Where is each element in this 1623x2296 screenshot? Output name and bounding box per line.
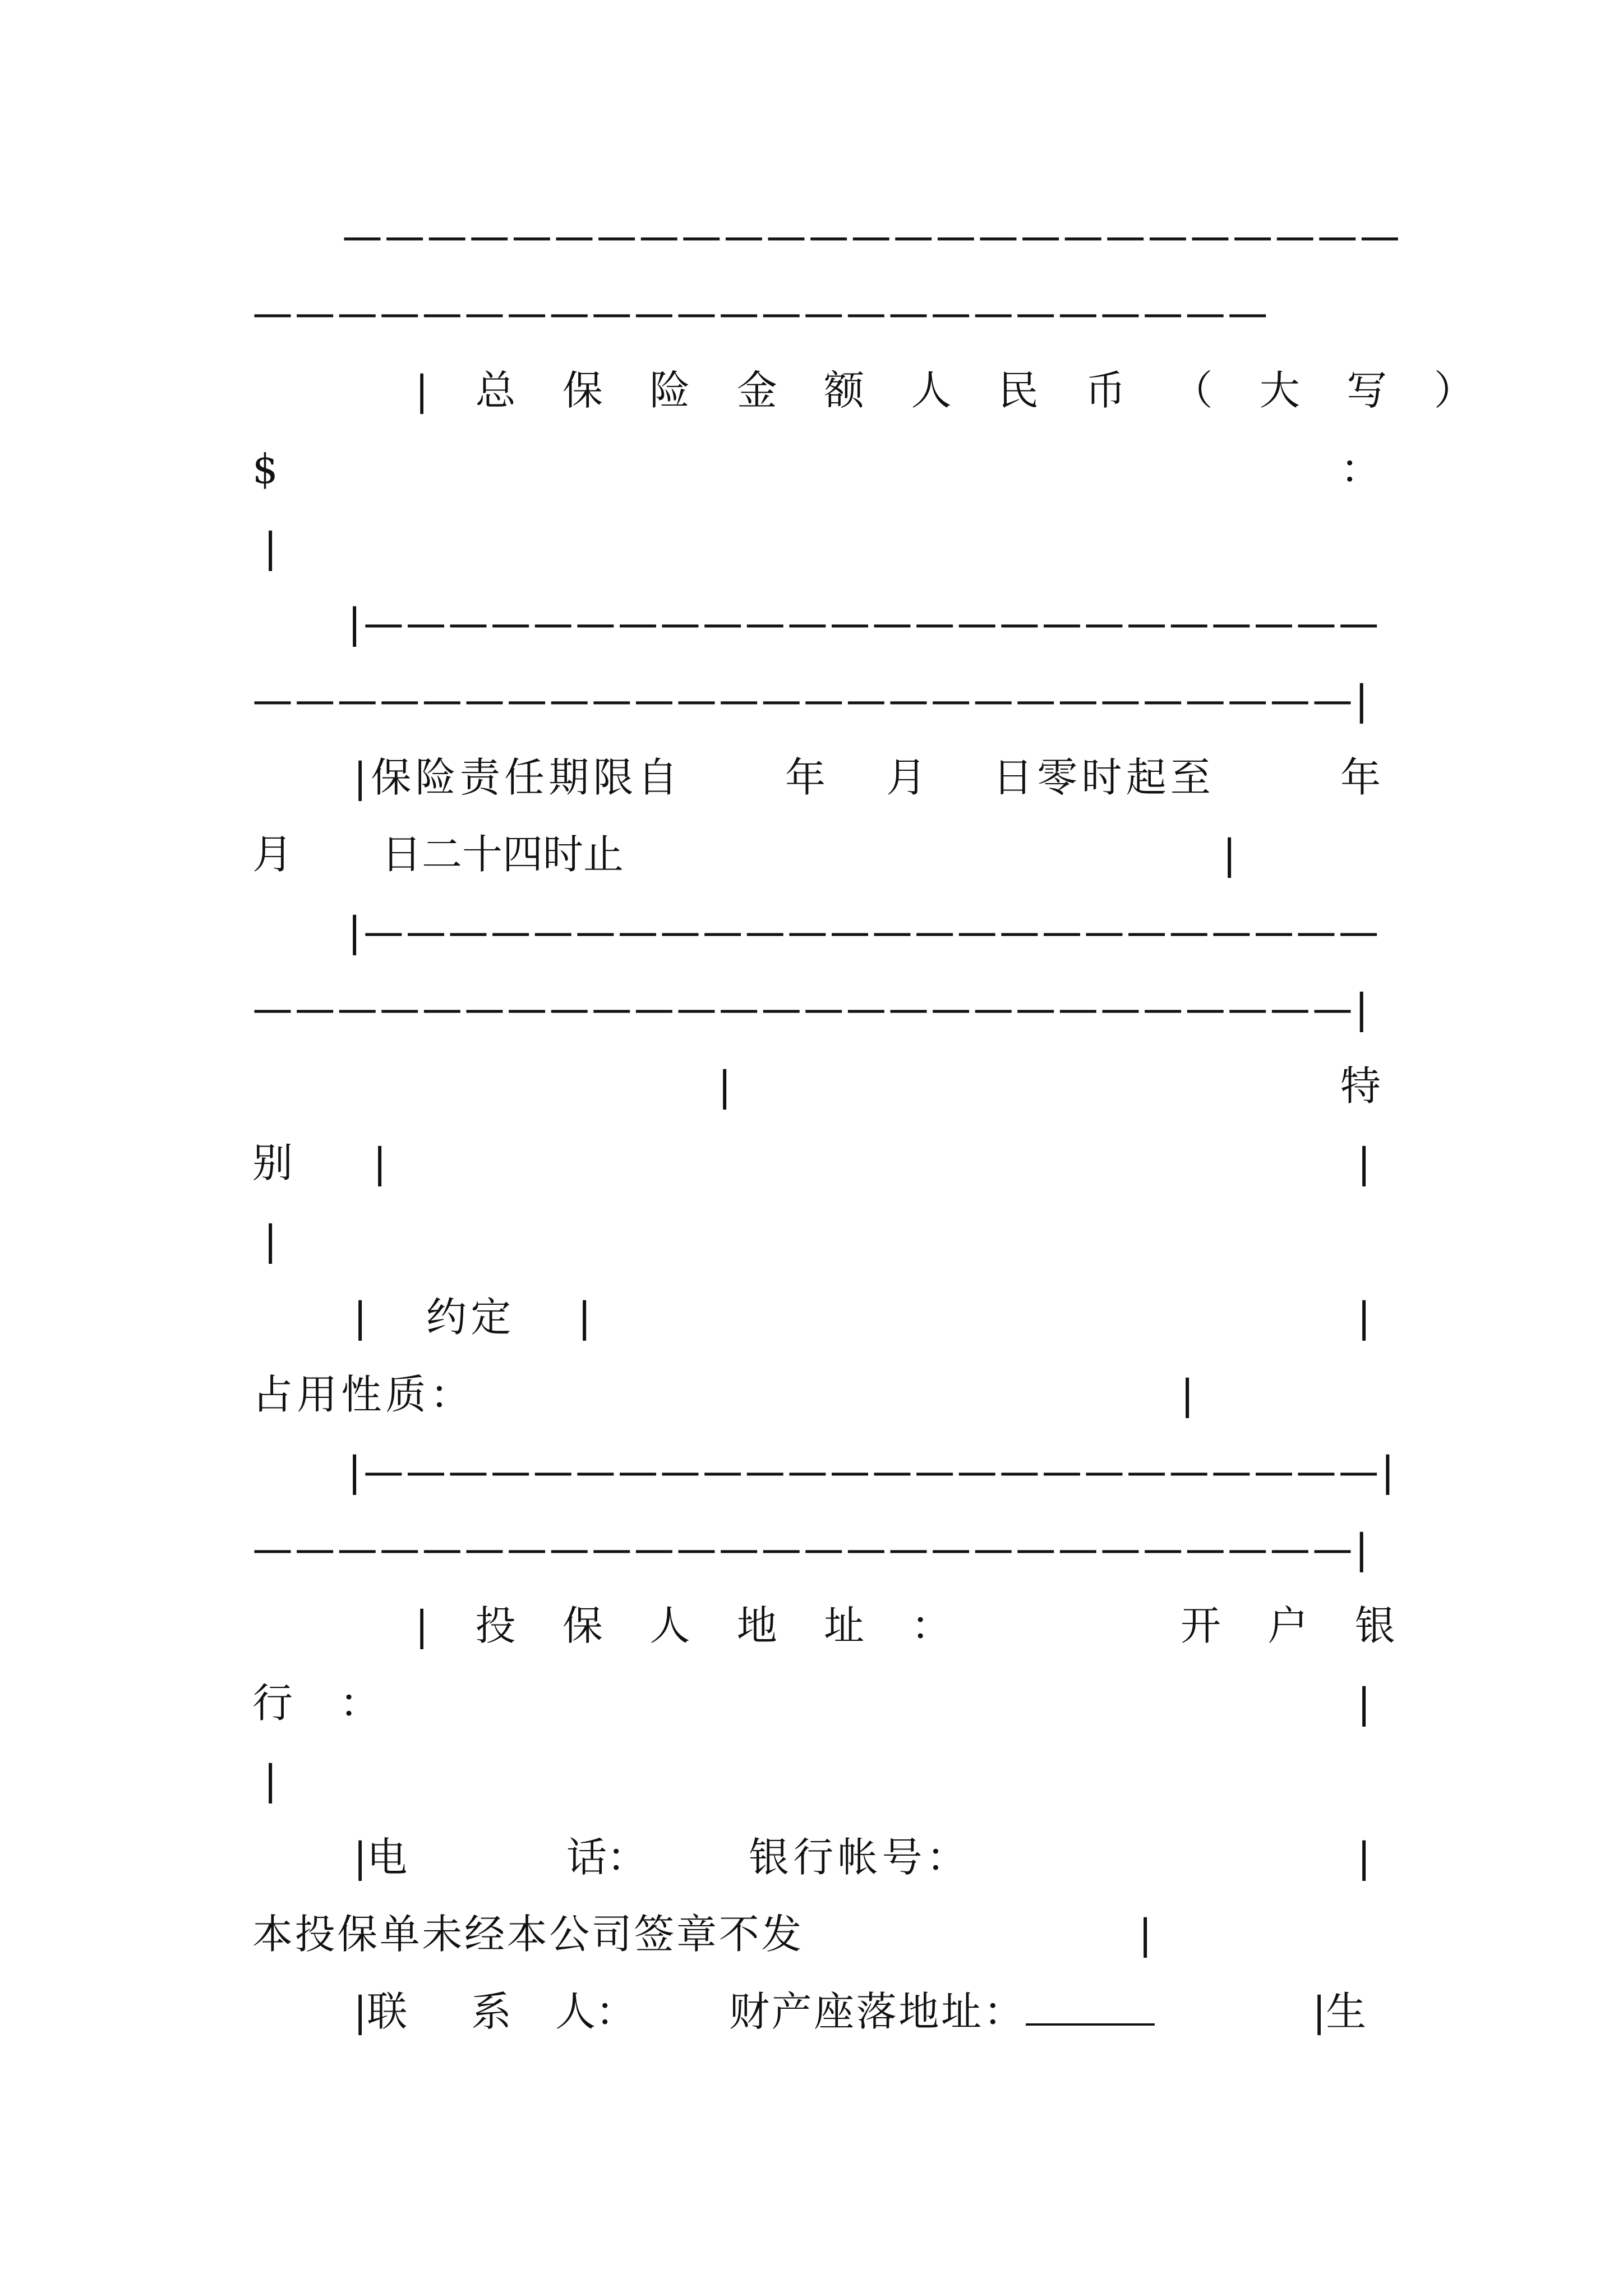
bank-account-label: 银行帐号：	[749, 1834, 971, 1881]
occupancy-label: 占用性质：	[252, 1371, 475, 1418]
table-border-right-7: |	[1357, 1834, 1371, 1881]
separator-rule-4a: |————————————————————————|	[348, 1448, 1397, 1495]
table-border-left: |	[264, 524, 278, 571]
dollar-sign: $	[252, 445, 278, 493]
special-label-char-1: 特	[1340, 1062, 1381, 1110]
separator-rule-2b: ——————————————————————————|	[252, 677, 1371, 724]
contact-label-2: 系	[471, 1988, 512, 2035]
table-border-left-2: |	[373, 1139, 387, 1186]
special-label-char-2: 别	[252, 1139, 293, 1186]
bank-label-a: 开 户 银	[1181, 1602, 1412, 1649]
applicant-address-label: | 投 保 人 地 址 ：	[415, 1602, 969, 1649]
property-address-label	[729, 1988, 1155, 2035]
table-border-left-6: |	[264, 1756, 278, 1803]
separator-rule-4b: ——————————————————————————|	[252, 1525, 1371, 1572]
phone-label: |电	[353, 1834, 408, 1881]
insurance-period-label: |保险责任期限自	[353, 754, 682, 801]
period-day-2: 日二十四时止	[381, 831, 624, 878]
table-border-4: |	[578, 1294, 592, 1341]
separator-rule-3b: ——————————————————————————|	[252, 985, 1371, 1032]
total-insured-amount-label: | 总 保 险 金 额 人 民 币 （ 大 写 ）	[415, 367, 1491, 414]
agreement-label: 约定	[426, 1294, 515, 1341]
separator-rule-top-a: —————————————————————————	[342, 213, 1402, 260]
table-border-8: |	[1138, 1911, 1152, 1958]
stamp-notice: 本投保单未经本公司签章不发	[252, 1911, 804, 1958]
separator-rule-3a: |————————————————————————	[348, 908, 1381, 955]
amount-colon: ：	[1340, 445, 1381, 493]
table-border-5: |	[1181, 1371, 1195, 1418]
phone-label-2: 话：	[566, 1834, 648, 1881]
table-border-right: |	[1223, 831, 1237, 878]
separator-rule-2a: |————————————————————————	[348, 600, 1381, 647]
period-year-2: 年	[1340, 754, 1381, 801]
table-border-left-3: |	[264, 1217, 278, 1264]
table-border-right-6: |	[1357, 1680, 1371, 1727]
period-year-1: 年	[785, 754, 826, 801]
period-day-1: 日零时起至	[993, 754, 1215, 801]
contact-label: |联	[353, 1988, 408, 2035]
sheng-label: |生	[1312, 1988, 1367, 2035]
table-border-right-2: |	[1357, 1139, 1371, 1186]
period-month-2: 月	[252, 831, 293, 878]
period-month-1: 月	[886, 754, 927, 801]
contact-label-3: 人：	[555, 1988, 637, 2035]
bank-label-b: 行 ：	[252, 1680, 397, 1727]
table-border-right-4: |	[1357, 1294, 1371, 1341]
table-border-mid: |	[718, 1062, 732, 1110]
property-address-label-text: 财产座落地址：	[729, 1988, 1026, 2035]
separator-rule-top-b: ————————————————————————	[252, 289, 1270, 337]
agreement-prefix-bar: |	[353, 1294, 367, 1341]
property-address-blank[interactable]	[1026, 1992, 1155, 2026]
